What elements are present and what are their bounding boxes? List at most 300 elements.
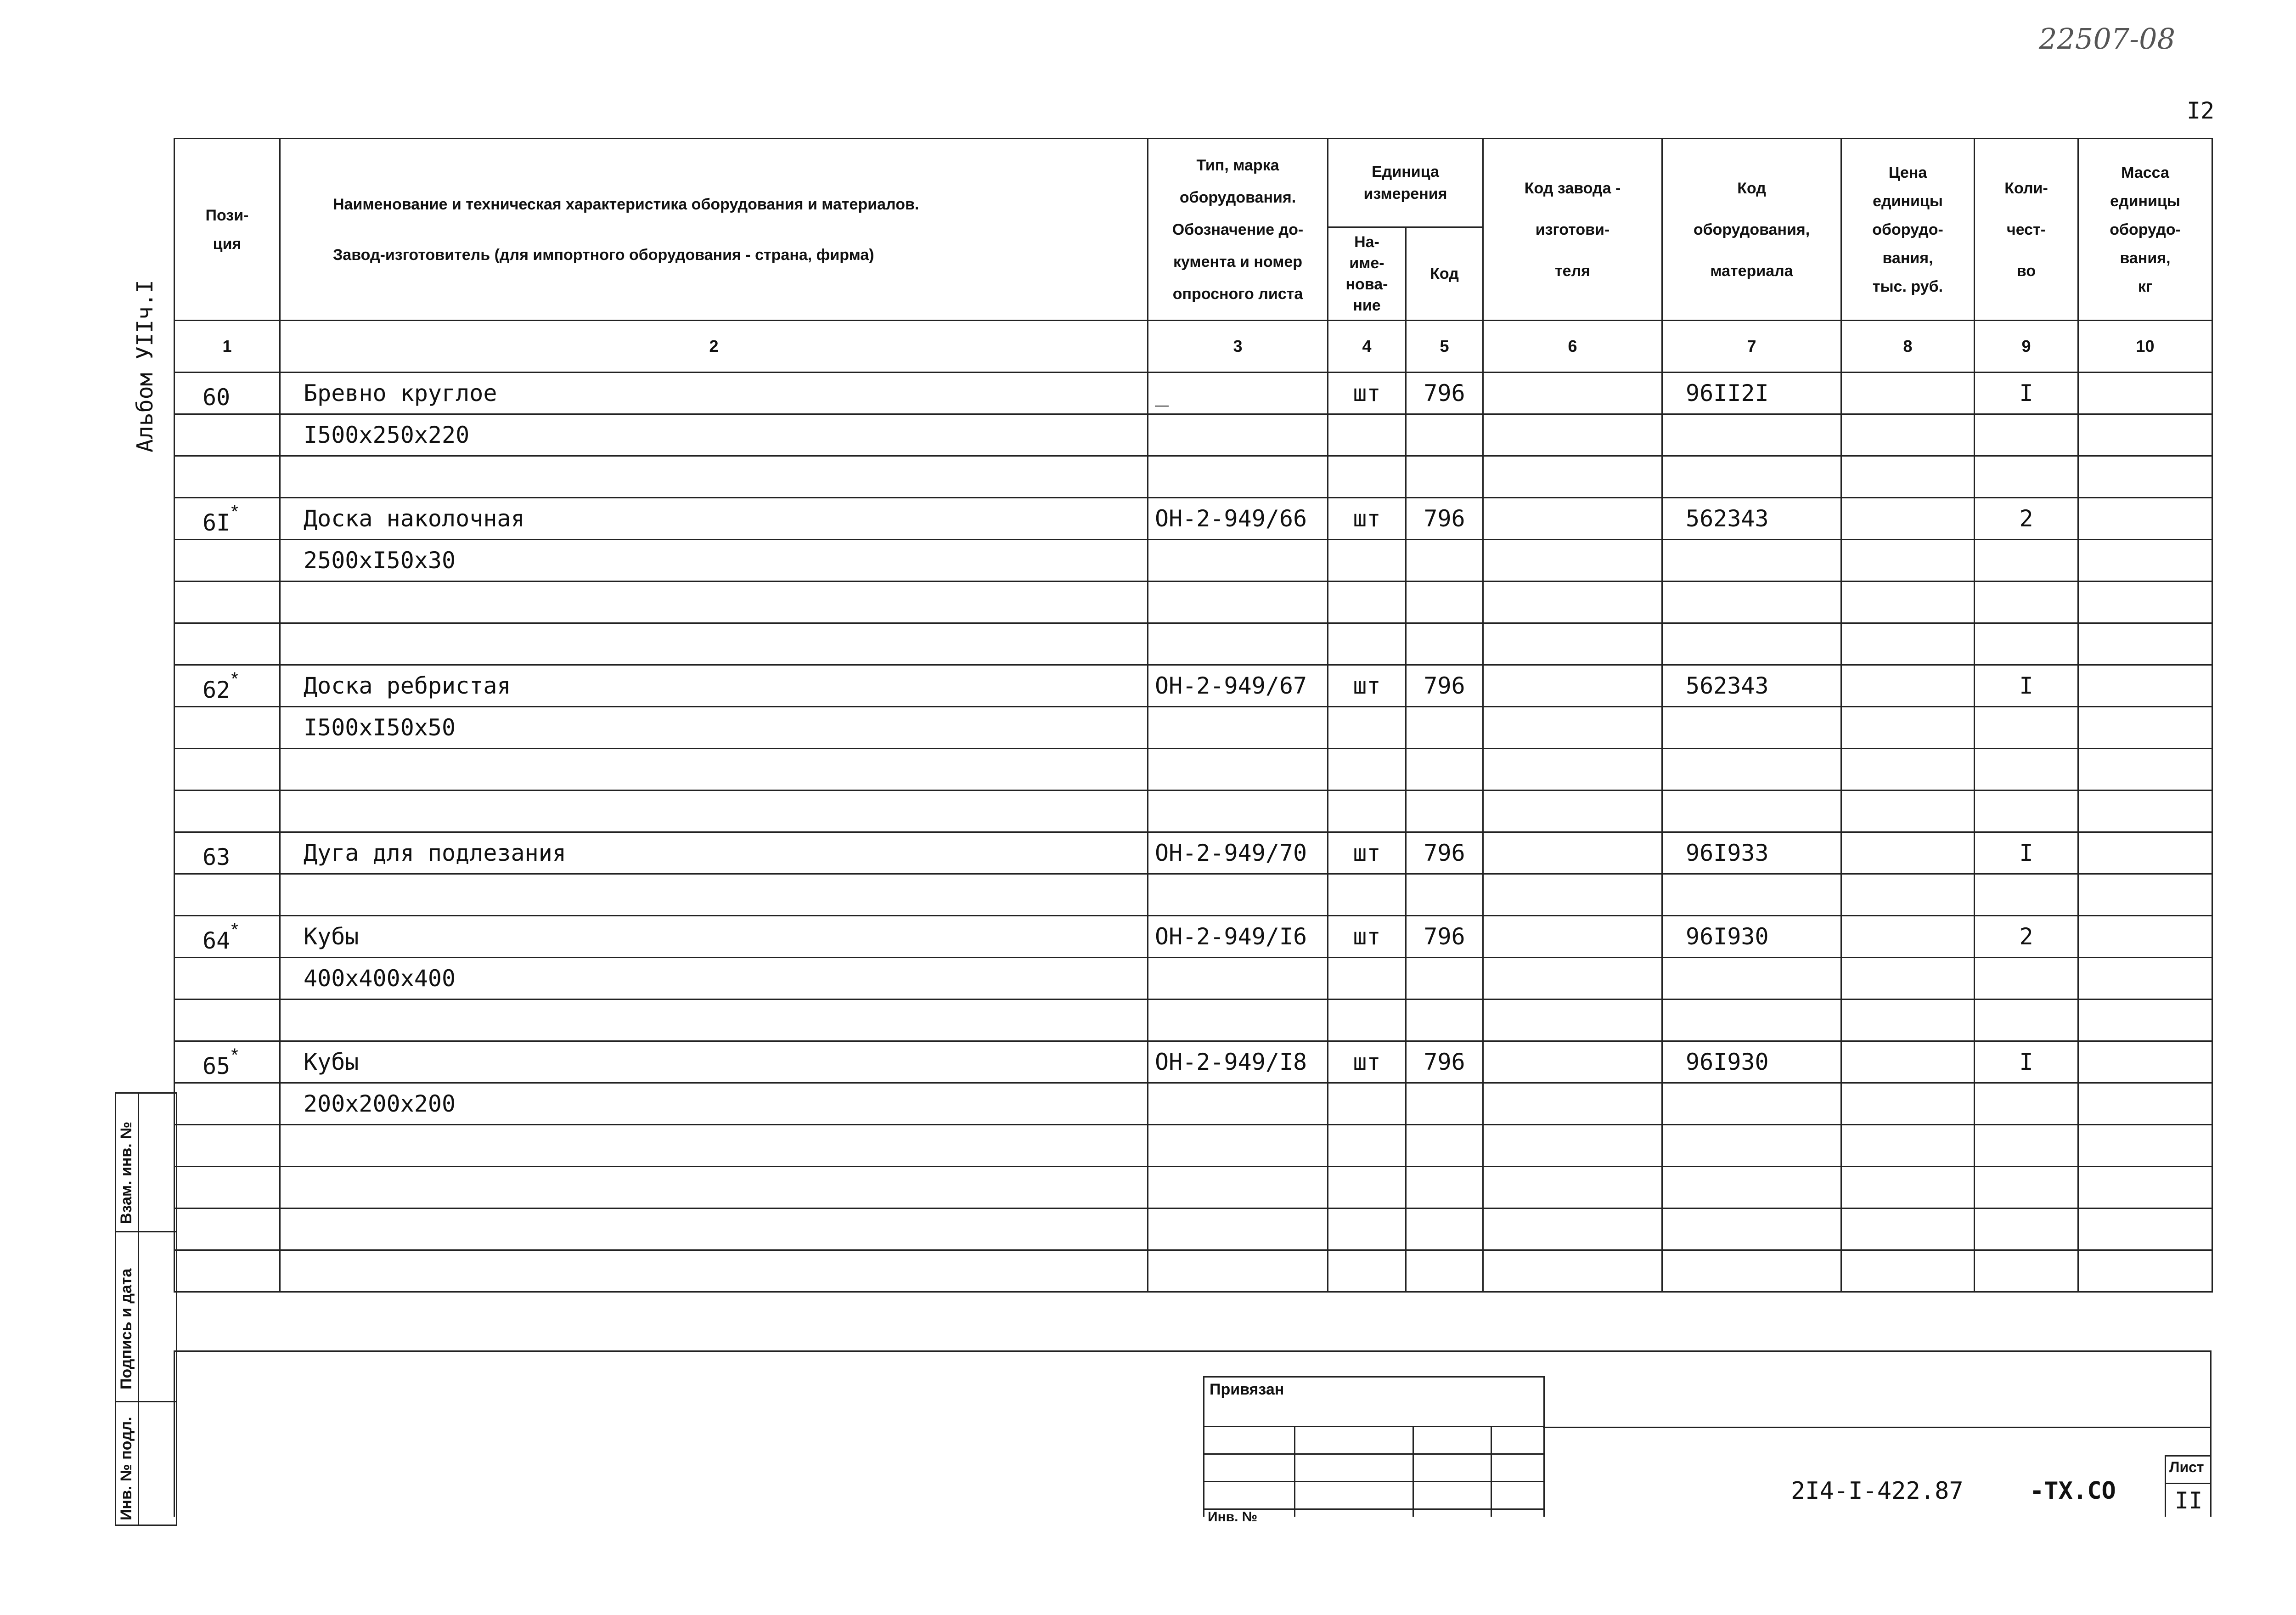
side-stamp-divider (138, 1092, 139, 1526)
item-type: ОН-2-949/70 (1155, 840, 1307, 866)
table-cell (1148, 582, 1328, 623)
table-cell (1841, 832, 1975, 874)
table-cell (2078, 1208, 2212, 1250)
table-cell (1841, 791, 1975, 832)
table-cell (280, 540, 1148, 582)
unit-name: шт (1353, 1049, 1381, 1075)
item-row (174, 916, 2212, 958)
table-cell (1483, 373, 1662, 414)
column-number: 8 (1841, 321, 1975, 373)
table-cell (1328, 1167, 1406, 1208)
item-row (174, 665, 2212, 707)
item-row (174, 832, 2212, 874)
table-cell (1148, 832, 1328, 874)
item-size: 2500хI50х30 (304, 547, 456, 574)
table-cell (1662, 623, 1841, 665)
table-cell (1328, 1083, 1406, 1125)
table-cell (1148, 414, 1328, 456)
unit-code: 796 (1424, 1049, 1465, 1075)
table-cell (280, 498, 1148, 540)
header-quantity: Коли- чест- во (1975, 139, 2078, 321)
item-type: _ (1155, 380, 1169, 407)
table-cell (1662, 582, 1841, 623)
quantity: I (2019, 840, 2033, 866)
linked-stamp-line (1203, 1453, 1545, 1455)
equipment-code: 562343 (1686, 505, 1769, 532)
table-cell (280, 707, 1148, 749)
table-cell (1328, 498, 1406, 540)
table-cell (1328, 749, 1406, 791)
table-cell (1328, 874, 1406, 916)
header-row (174, 139, 2212, 227)
table-cell (174, 582, 280, 623)
table-cell (1662, 791, 1841, 832)
header-position: Пози- ция (174, 139, 280, 321)
item-spacer-row (174, 456, 2212, 498)
unit-code: 796 (1424, 672, 1465, 699)
table-cell (1406, 1041, 1483, 1083)
side-stamp-divider (115, 1401, 177, 1402)
table-cell (174, 707, 280, 749)
item-row (174, 373, 2212, 414)
table-cell (1841, 582, 1975, 623)
column-number: 1 (174, 321, 280, 373)
table-cell (1148, 1125, 1328, 1167)
inv-orig-stamp: Инв. № подл. (118, 1417, 135, 1520)
unit-code: 796 (1424, 840, 1465, 866)
table-cell (1841, 1041, 1975, 1083)
item-rows (174, 373, 2212, 1292)
item-size: I500х250х220 (304, 422, 470, 448)
table-cell (1662, 999, 1841, 1041)
table-cell (2078, 707, 2212, 749)
equipment-code: 562343 (1686, 672, 1769, 699)
table-cell (1662, 456, 1841, 498)
table-cell (1662, 1250, 1841, 1292)
table-cell (1841, 874, 1975, 916)
table-cell (2078, 1125, 2212, 1167)
item-spacer-row (174, 623, 2212, 665)
table-cell (174, 1125, 280, 1167)
table-cell (1975, 373, 2078, 414)
table-cell (1975, 1208, 2078, 1250)
table-cell (1148, 1041, 1328, 1083)
position-mark: * (231, 501, 238, 522)
table-cell (1406, 623, 1483, 665)
equipment-code: 96I933 (1686, 840, 1769, 866)
table-cell (1975, 958, 2078, 999)
quantity: 2 (2019, 923, 2033, 950)
table-cell (1483, 958, 1662, 999)
position-number: 62 (203, 676, 231, 703)
linked-label: Привязан (1210, 1381, 1284, 1398)
quantity: 2 (2019, 505, 2033, 532)
table-cell (280, 456, 1148, 498)
table-cell (174, 1208, 280, 1250)
table-cell (1975, 623, 2078, 665)
table-cell (1328, 832, 1406, 874)
table-cell (1662, 665, 1841, 707)
item-spacer-row (174, 414, 2212, 456)
table-cell (1975, 707, 2078, 749)
table-cell (1328, 1250, 1406, 1292)
table-cell (1483, 999, 1662, 1041)
table-cell (1841, 1167, 1975, 1208)
item-spacer-row (174, 1208, 2212, 1250)
table-cell (1662, 1125, 1841, 1167)
table-cell (1662, 1083, 1841, 1125)
table-cell (1483, 916, 1662, 958)
table-cell (1406, 540, 1483, 582)
position-mark: * (231, 668, 238, 689)
table-cell (2078, 665, 2212, 707)
header-name-line2: Завод-изготовитель (для импортного оборудования - страна, фирма) (333, 246, 874, 264)
table-cell (1148, 1167, 1328, 1208)
table-cell (2078, 373, 2212, 414)
position-number: 64 (203, 927, 231, 954)
table-cell (1148, 916, 1328, 958)
unit-name: шт (1353, 672, 1381, 699)
table-cell (1406, 1208, 1483, 1250)
table-cell (1406, 456, 1483, 498)
item-type: ОН-2-949/I8 (1155, 1049, 1307, 1075)
header-mass: Масса единицы оборудо- вания, кг (2078, 139, 2212, 321)
position-number: 63 (203, 843, 231, 870)
table-cell (174, 999, 280, 1041)
table-cell (1148, 958, 1328, 999)
table-cell (1406, 874, 1483, 916)
table-cell (1841, 414, 1975, 456)
linked-stamp-col (1294, 1426, 1295, 1517)
table-cell (1662, 540, 1841, 582)
item-type: ОН-2-949/I6 (1155, 923, 1307, 950)
table-cell (1406, 1250, 1483, 1292)
specification-table (174, 138, 2213, 1293)
item-name: Кубы (304, 923, 359, 950)
inv-label: Инв. № (1208, 1509, 1258, 1525)
table-cell (2078, 540, 2212, 582)
table-cell (1483, 1041, 1662, 1083)
table-cell (1328, 1125, 1406, 1167)
column-number: 2 (280, 321, 1148, 373)
item-row (174, 498, 2212, 540)
item-spacer-row (174, 1083, 2212, 1125)
table-cell (1148, 456, 1328, 498)
table-cell (1975, 1167, 2078, 1208)
table-cell (174, 373, 280, 414)
item-spacer-row (174, 582, 2212, 623)
table-cell (280, 623, 1148, 665)
item-spacer-row (174, 1250, 2212, 1292)
table-cell (280, 1125, 1148, 1167)
table-cell (1841, 749, 1975, 791)
table-cell (1975, 1041, 2078, 1083)
table-cell (1328, 373, 1406, 414)
table-cell (1483, 414, 1662, 456)
unit-name: шт (1353, 840, 1381, 866)
table-cell (1841, 1125, 1975, 1167)
table-cell (1841, 958, 1975, 999)
unit-code: 796 (1424, 380, 1465, 407)
position-number: 60 (203, 384, 231, 411)
header-unit-name: На- име- нова- ние (1328, 227, 1406, 321)
table-cell (1328, 1208, 1406, 1250)
table-cell (1328, 540, 1406, 582)
column-number: 4 (1328, 321, 1406, 373)
table-cell (2078, 958, 2212, 999)
table-cell (1483, 832, 1662, 874)
header-name-line1: Наименование и техническая характеристика оборудования и материалов. (333, 195, 919, 213)
table-cell (2078, 414, 2212, 456)
table-cell (174, 916, 280, 958)
document-code: 2I4-I-422.87 (1791, 1477, 1964, 1505)
table-cell (1483, 1250, 1662, 1292)
table-cell (1662, 707, 1841, 749)
unit-code: 796 (1424, 923, 1465, 950)
header-name (280, 139, 1148, 321)
table-cell (174, 749, 280, 791)
signature-date-stamp: Подпись и дата (118, 1268, 135, 1389)
linked-stamp-col (1412, 1426, 1414, 1517)
table-cell (280, 373, 1148, 414)
table-cell (280, 1208, 1148, 1250)
table-cell (2078, 999, 2212, 1041)
table-cell (1328, 582, 1406, 623)
document-suffix: -ТХ.СО (2030, 1477, 2116, 1505)
table-cell (1328, 916, 1406, 958)
item-name: Доска наколочная (304, 505, 525, 532)
table-cell (174, 540, 280, 582)
table-cell (1975, 832, 2078, 874)
table-cell (1328, 456, 1406, 498)
table-cell (1406, 1125, 1483, 1167)
item-row (174, 1041, 2212, 1083)
table-cell (1975, 1125, 2078, 1167)
page-number: I2 (2187, 97, 2215, 124)
table-cell (174, 623, 280, 665)
sheet-number: II (2175, 1487, 2203, 1514)
album-label: Альбом УIIч.I (132, 280, 158, 452)
table-cell (2078, 498, 2212, 540)
table-cell (280, 749, 1148, 791)
table-cell (1975, 749, 2078, 791)
table-cell (1406, 832, 1483, 874)
table-cell (280, 916, 1148, 958)
table-cell (1975, 414, 2078, 456)
position-number: 6I (203, 509, 231, 536)
table-cell (2078, 1083, 2212, 1125)
table-cell (1148, 373, 1328, 414)
table-cell (1406, 373, 1483, 414)
item-size: 400х400х400 (304, 965, 456, 992)
table-cell (1483, 665, 1662, 707)
table-cell (280, 582, 1148, 623)
table-cell (174, 456, 280, 498)
sheet-box-line (2165, 1483, 2212, 1484)
table-cell (174, 832, 280, 874)
table-cell (1841, 373, 1975, 414)
table-cell (174, 665, 280, 707)
item-spacer-row (174, 749, 2212, 791)
table-cell (174, 1250, 280, 1292)
column-number: 3 (1148, 321, 1328, 373)
table-cell (1328, 999, 1406, 1041)
table-cell (2078, 456, 2212, 498)
table-cell (1406, 707, 1483, 749)
unit-name: шт (1353, 923, 1381, 950)
table-cell (1483, 1208, 1662, 1250)
column-number: 10 (2078, 321, 2212, 373)
footer-left-line (174, 1350, 175, 1517)
table-cell (1406, 1167, 1483, 1208)
table-cell (174, 791, 280, 832)
item-size: 200х200х200 (304, 1090, 456, 1117)
table-cell (1662, 1208, 1841, 1250)
item-spacer-row (174, 958, 2212, 999)
item-spacer-row (174, 540, 2212, 582)
table-cell (1841, 707, 1975, 749)
table-cell (2078, 623, 2212, 665)
sheet-label: Лист (2169, 1459, 2204, 1475)
column-number: 7 (1662, 321, 1841, 373)
table-cell (174, 874, 280, 916)
table-cell (280, 1167, 1148, 1208)
linked-stamp-col (1491, 1426, 1492, 1517)
table-cell (1841, 1208, 1975, 1250)
header-unit-code: Код (1406, 227, 1483, 321)
table-cell (1148, 707, 1328, 749)
table-cell (174, 958, 280, 999)
table-cell (1975, 791, 2078, 832)
footer-top-line (174, 1350, 2212, 1352)
table-cell (1662, 1167, 1841, 1208)
item-type: ОН-2-949/67 (1155, 672, 1307, 699)
table-cell (1148, 1208, 1328, 1250)
table-cell (1483, 791, 1662, 832)
table-cell (1406, 665, 1483, 707)
table-cell (280, 791, 1148, 832)
table-cell (1406, 582, 1483, 623)
table-cell (1328, 791, 1406, 832)
table-cell (2078, 874, 2212, 916)
table-cell (1328, 707, 1406, 749)
column-number-row (174, 321, 2212, 373)
table-cell (1328, 1041, 1406, 1083)
table-cell (1662, 832, 1841, 874)
table-cell (1662, 958, 1841, 999)
table-cell (2078, 582, 2212, 623)
table-cell (1483, 1083, 1662, 1125)
item-name: Бревно круглое (304, 380, 497, 407)
handwritten-document-number: 22507-08 (2039, 22, 2176, 56)
table-cell (1662, 414, 1841, 456)
table-cell (1841, 623, 1975, 665)
table-cell (1406, 414, 1483, 456)
header-factory-code: Код завода - изготови- теля (1483, 139, 1662, 321)
table-cell (174, 414, 280, 456)
unit-code: 796 (1424, 505, 1465, 532)
position-mark: * (231, 919, 238, 940)
item-name: Дуга для подлезания (304, 840, 566, 866)
table-cell (280, 1041, 1148, 1083)
linked-stamp-line (1203, 1426, 1545, 1427)
equipment-code: 96II2I (1686, 380, 1769, 407)
table-cell (1148, 999, 1328, 1041)
item-type: ОН-2-949/66 (1155, 505, 1307, 532)
table-cell (1148, 791, 1328, 832)
table-cell (2078, 1041, 2212, 1083)
table-cell (1975, 582, 2078, 623)
column-number: 5 (1406, 321, 1483, 373)
table-cell (1841, 1250, 1975, 1292)
table-cell (280, 958, 1148, 999)
table-cell (1483, 456, 1662, 498)
table-cell (1841, 999, 1975, 1041)
table-cell (280, 414, 1148, 456)
table-cell (1148, 623, 1328, 665)
table-cell (280, 1250, 1148, 1292)
unit-name: шт (1353, 505, 1381, 532)
item-spacer-row (174, 791, 2212, 832)
table-cell (1841, 665, 1975, 707)
table-cell (1975, 999, 2078, 1041)
table-cell (1483, 874, 1662, 916)
table-cell (1483, 582, 1662, 623)
table-cell (1841, 540, 1975, 582)
table-cell (1148, 749, 1328, 791)
side-stamp-divider (115, 1231, 177, 1232)
table-cell (1841, 1083, 1975, 1125)
table-cell (1483, 1167, 1662, 1208)
table-cell (1975, 456, 2078, 498)
table-cell (1148, 1083, 1328, 1125)
header-equipment-code: Код оборудования, материала (1662, 139, 1841, 321)
table-cell (1662, 373, 1841, 414)
table-cell (1975, 874, 2078, 916)
table-cell (1662, 749, 1841, 791)
table-cell (2078, 1250, 2212, 1292)
quantity: I (2019, 380, 2033, 407)
position-mark: * (231, 1045, 238, 1065)
table-cell (1406, 958, 1483, 999)
table-cell (1483, 623, 1662, 665)
table-cell (174, 498, 280, 540)
table-cell (1148, 1250, 1328, 1292)
table-cell (280, 665, 1148, 707)
item-spacer-row (174, 999, 2212, 1041)
item-name: Кубы (304, 1049, 359, 1075)
table-cell (280, 874, 1148, 916)
table-cell (1406, 1083, 1483, 1125)
header-type: Тип, марка оборудования. Обозначение до- кумента и номер опросного листа (1148, 139, 1328, 321)
table-cell (280, 999, 1148, 1041)
table-cell (1483, 498, 1662, 540)
table-cell (1483, 707, 1662, 749)
quantity: I (2019, 672, 2033, 699)
table-cell (1328, 665, 1406, 707)
linked-stamp-line (1203, 1481, 1545, 1482)
table-cell (2078, 832, 2212, 874)
table-cell (1975, 1083, 2078, 1125)
table-cell (1841, 456, 1975, 498)
table-cell (280, 1083, 1148, 1125)
footer-title-line (1543, 1427, 2212, 1428)
item-spacer-row (174, 874, 2212, 916)
table-cell (1406, 749, 1483, 791)
table-cell (1841, 498, 1975, 540)
unit-name: шт (1353, 380, 1381, 407)
item-size: I500хI50х50 (304, 714, 456, 741)
